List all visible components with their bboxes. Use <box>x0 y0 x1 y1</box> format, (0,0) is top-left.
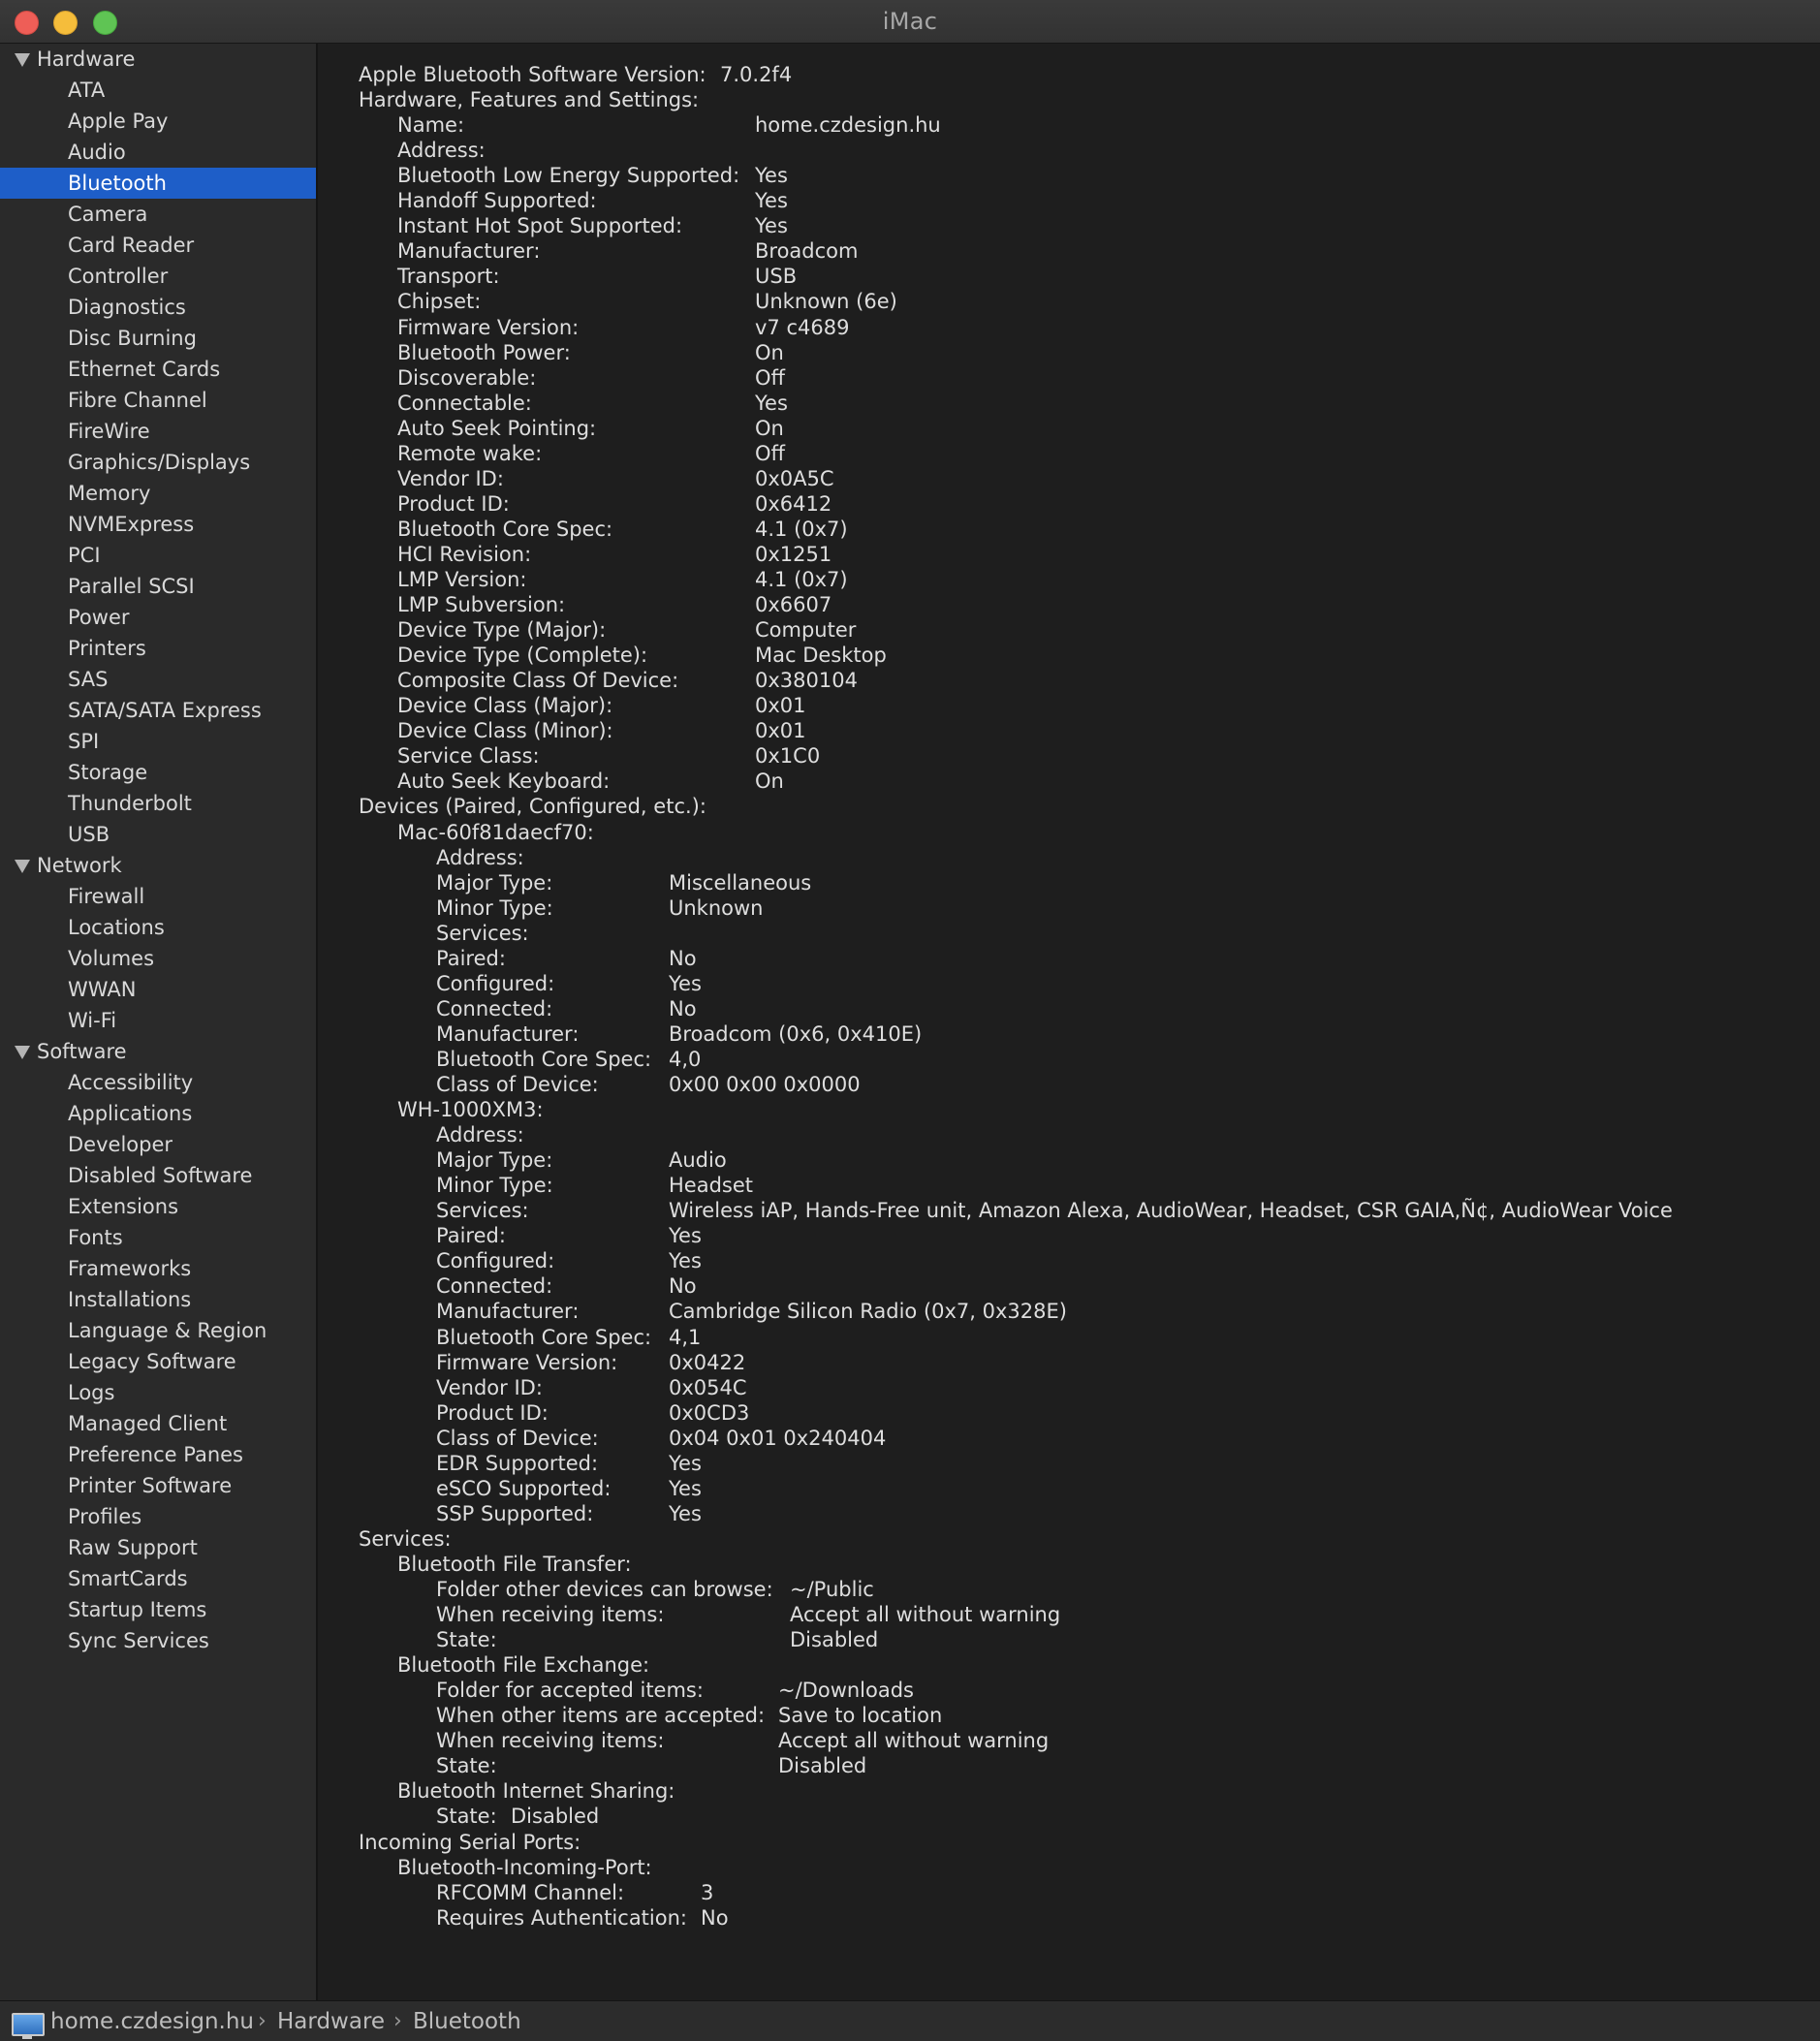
field-label: Instant Hot Spot Supported: <box>397 214 683 237</box>
field-value: Yes <box>669 972 702 995</box>
disclosure-triangle-icon[interactable] <box>15 860 30 873</box>
field-value: Off <box>755 442 785 465</box>
field-value: 0x1251 <box>755 543 832 566</box>
sidebar-item-frameworks[interactable]: Frameworks <box>68 1257 192 1280</box>
breadcrumb-hardware[interactable]: Hardware <box>277 2009 386 2034</box>
window-title: iMac <box>882 8 938 35</box>
field-label: LMP Subversion: <box>397 593 566 616</box>
sidebar-group-label: Network <box>37 854 122 877</box>
field-value: No <box>669 947 697 970</box>
field-value: v7 c4689 <box>755 316 850 339</box>
field-value: 0x04 0x01 0x240404 <box>669 1427 887 1450</box>
field-label: Devices (Paired, Configured, etc.): <box>359 795 706 818</box>
field-value: No <box>701 1906 729 1930</box>
field-label: Bluetooth Power: <box>397 341 571 364</box>
disclosure-triangle-icon[interactable] <box>15 1046 30 1059</box>
sidebar-item-nvmexpress[interactable]: NVMExpress <box>68 513 195 536</box>
field-label: Manufacturer: <box>436 1022 580 1046</box>
field-label: Auto Seek Keyboard: <box>397 769 611 793</box>
sidebar-item-volumes[interactable]: Volumes <box>68 947 155 970</box>
field-value: Headset <box>669 1174 754 1197</box>
sidebar-item-developer[interactable]: Developer <box>68 1133 173 1156</box>
sidebar-item-sata-sata-express[interactable]: SATA/SATA Express <box>68 699 262 722</box>
field-value: 3 <box>701 1881 714 1904</box>
field-label: Class of Device: <box>436 1427 599 1450</box>
field-value: 0x6607 <box>755 593 832 616</box>
sidebar-item-legacy-software[interactable]: Legacy Software <box>68 1350 236 1373</box>
field-label: Bluetooth-Incoming-Port: <box>397 1856 652 1879</box>
field-label: Apple Bluetooth Software Version: <box>359 63 706 86</box>
field-label: Address: <box>436 1123 524 1146</box>
sidebar-group-network[interactable] <box>0 850 316 881</box>
sidebar-item-preference-panes[interactable]: Preference Panes <box>68 1443 244 1466</box>
field-label: Mac-60f81daecf70: <box>397 821 594 844</box>
sidebar-item-storage[interactable]: Storage <box>68 761 148 784</box>
field-label: Device Class (Minor): <box>397 719 613 742</box>
field-value: Disabled <box>790 1628 879 1651</box>
field-value: 0x0A5C <box>755 467 834 490</box>
field-label: Paired: <box>436 947 506 970</box>
field-label: Composite Class Of Device: <box>397 669 679 692</box>
field-label: Handoff Supported: <box>397 189 597 212</box>
field-value: 0x1C0 <box>755 744 821 768</box>
field-value: 0x0CD3 <box>669 1401 750 1425</box>
field-value: Yes <box>669 1249 702 1272</box>
sidebar-item-power[interactable]: Power <box>68 606 130 629</box>
sidebar-item-managed-client[interactable]: Managed Client <box>68 1412 228 1435</box>
field-value: Disabled <box>511 1805 600 1828</box>
field-label: Connected: <box>436 1274 553 1298</box>
field-label: When other items are accepted: <box>436 1704 766 1727</box>
sidebar-group-hardware[interactable] <box>0 44 316 75</box>
field-label: Major Type: <box>436 1148 553 1172</box>
field-value: Broadcom <box>755 239 859 263</box>
field-label: Name: <box>397 113 465 137</box>
field-value: 0x0422 <box>669 1351 746 1374</box>
field-value: Miscellaneous <box>669 871 812 895</box>
field-label: Remote wake: <box>397 442 543 465</box>
field-label: Class of Device: <box>436 1073 599 1096</box>
sidebar-item-language-region[interactable]: Language & Region <box>68 1319 267 1342</box>
disclosure-triangle-icon[interactable] <box>15 53 30 67</box>
field-value: 0x054C <box>669 1376 747 1399</box>
sidebar-item-logs[interactable]: Logs <box>68 1381 115 1404</box>
sidebar-item-audio[interactable]: Audio <box>68 141 126 164</box>
sidebar-item-printers[interactable]: Printers <box>68 637 146 660</box>
field-value: 0x380104 <box>755 669 858 692</box>
field-label: Bluetooth Core Spec: <box>397 518 613 541</box>
field-value: Unknown <box>669 896 764 920</box>
field-label: Minor Type: <box>436 896 553 920</box>
field-value: Broadcom (0x6, 0x410E) <box>669 1022 923 1046</box>
field-value: Unknown (6e) <box>755 290 897 313</box>
sidebar[interactable] <box>0 44 318 2000</box>
sidebar-item-firewire[interactable]: FireWire <box>68 420 150 443</box>
field-label: Product ID: <box>397 492 510 516</box>
sidebar-item-raw-support[interactable]: Raw Support <box>68 1536 198 1559</box>
field-label: Hardware, Features and Settings: <box>359 88 700 111</box>
sidebar-item-spi[interactable]: SPI <box>68 730 100 753</box>
breadcrumb-bluetooth[interactable]: Bluetooth <box>413 2009 521 2034</box>
field-value: No <box>669 1274 697 1298</box>
sidebar-item-sync-services[interactable]: Sync Services <box>68 1629 209 1652</box>
sidebar-item-smartcards[interactable]: SmartCards <box>68 1567 188 1590</box>
field-label: Configured: <box>436 1249 555 1272</box>
field-value: Off <box>755 366 785 390</box>
field-label: Folder for accepted items: <box>436 1679 704 1702</box>
field-label: Device Class (Major): <box>397 694 613 717</box>
field-value: Yes <box>755 392 788 415</box>
field-label: Firmware Version: <box>397 316 580 339</box>
sidebar-item-bluetooth[interactable]: Bluetooth <box>0 168 316 199</box>
sidebar-item-disabled-software[interactable]: Disabled Software <box>68 1164 253 1187</box>
field-label: State: <box>436 1754 497 1777</box>
field-value: Wireless iAP, Hands-Free unit, Amazon Alexa, AudioWear, Headset, CSR GAIA,Ñ¢, AudioWear Voice <box>669 1199 1673 1222</box>
bluetooth-report <box>318 44 1820 2000</box>
field-label: Incoming Serial Ports: <box>359 1831 581 1854</box>
field-label: Product ID: <box>436 1401 549 1425</box>
sidebar-item-parallel-scsi[interactable]: Parallel SCSI <box>68 575 195 598</box>
field-value: Accept all without warning <box>790 1603 1061 1626</box>
field-label: Requires Authentication: <box>436 1906 687 1930</box>
imac-icon <box>12 2013 45 2036</box>
sidebar-item-wi-fi[interactable]: Wi-Fi <box>68 1009 117 1032</box>
sidebar-item-fibre-channel[interactable]: Fibre Channel <box>68 389 207 412</box>
field-label: Services: <box>436 1199 529 1222</box>
title-bar[interactable] <box>0 0 1820 44</box>
field-value: 0x6412 <box>755 492 832 516</box>
breadcrumb-separator: › <box>258 2009 267 2033</box>
field-value: ~/Downloads <box>778 1679 914 1702</box>
field-label: Configured: <box>436 972 555 995</box>
field-label: Device Type (Complete): <box>397 644 648 667</box>
breadcrumb-separator: › <box>393 2009 402 2033</box>
field-label: Auto Seek Pointing: <box>397 417 597 440</box>
field-value: On <box>755 417 784 440</box>
field-value: 7.0.2f4 <box>720 63 793 86</box>
field-value: Save to location <box>778 1704 943 1727</box>
field-label: State: <box>436 1628 497 1651</box>
field-value: 0x01 <box>755 694 806 717</box>
field-label: Bluetooth Internet Sharing: <box>397 1779 675 1803</box>
sidebar-item-extensions[interactable]: Extensions <box>68 1195 179 1218</box>
sidebar-item-sas[interactable]: SAS <box>68 668 109 691</box>
field-label: Transport: <box>397 265 500 288</box>
field-label: WH-1000XM3: <box>397 1098 544 1121</box>
sidebar-item-thunderbolt[interactable]: Thunderbolt <box>68 792 192 815</box>
field-label: Vendor ID: <box>397 467 504 490</box>
field-label: Vendor ID: <box>436 1376 543 1399</box>
sidebar-item-diagnostics[interactable]: Diagnostics <box>68 296 186 319</box>
field-value: Yes <box>755 189 788 212</box>
field-label: Services: <box>436 922 529 945</box>
sidebar-item-controller[interactable]: Controller <box>68 265 169 288</box>
sidebar-item-ata[interactable]: ATA <box>68 78 106 102</box>
sidebar-item-installations[interactable]: Installations <box>68 1288 192 1311</box>
field-value: 0x01 <box>755 719 806 742</box>
field-value: home.czdesign.hu <box>755 113 941 137</box>
field-label: Folder other devices can browse: <box>436 1578 773 1601</box>
field-label: Services: <box>359 1527 452 1551</box>
field-value: Yes <box>669 1502 702 1525</box>
field-value: On <box>755 341 784 364</box>
field-label: Connected: <box>436 997 553 1020</box>
field-label: Paired: <box>436 1224 506 1247</box>
sidebar-item-profiles[interactable]: Profiles <box>68 1505 142 1528</box>
field-label: When receiving items: <box>436 1603 665 1626</box>
sidebar-item-card-reader[interactable]: Card Reader <box>68 234 195 257</box>
sidebar-item-firewall[interactable]: Firewall <box>68 885 145 908</box>
sidebar-item-startup-items[interactable]: Startup Items <box>68 1598 207 1621</box>
field-label: Bluetooth File Exchange: <box>397 1653 650 1677</box>
field-label: Service Class: <box>397 744 540 768</box>
sidebar-item-ethernet-cards[interactable]: Ethernet Cards <box>68 358 221 381</box>
field-value: 0x00 0x00 0x0000 <box>669 1073 861 1096</box>
field-label: EDR Supported: <box>436 1452 599 1475</box>
field-label: Device Type (Major): <box>397 618 607 642</box>
sidebar-item-applications[interactable]: Applications <box>68 1102 193 1125</box>
field-label: State: <box>436 1805 497 1828</box>
field-label: Firmware Version: <box>436 1351 618 1374</box>
field-label: RFCOMM Channel: <box>436 1881 625 1904</box>
path-bar <box>0 2000 1820 2041</box>
field-value: ~/Public <box>790 1578 874 1601</box>
sidebar-item-pci[interactable]: PCI <box>68 544 101 567</box>
field-value: Computer <box>755 618 857 642</box>
field-value: 4,1 <box>669 1326 702 1349</box>
sidebar-item-locations[interactable]: Locations <box>68 916 165 939</box>
field-label: Discoverable: <box>397 366 537 390</box>
field-label: Address: <box>436 846 524 869</box>
field-label: HCI Revision: <box>397 543 532 566</box>
sidebar-item-wwan[interactable]: WWAN <box>68 978 137 1001</box>
field-value: USB <box>755 265 798 288</box>
field-label: Major Type: <box>436 871 553 895</box>
field-label: Bluetooth File Transfer: <box>397 1553 632 1576</box>
field-label: Bluetooth Low Energy Supported: <box>397 164 740 187</box>
field-label: When receiving items: <box>436 1729 665 1752</box>
sidebar-group-label: Software <box>37 1040 127 1063</box>
sidebar-item-apple-pay[interactable]: Apple Pay <box>68 110 169 133</box>
field-label: LMP Version: <box>397 568 527 591</box>
sidebar-item-disc-burning[interactable]: Disc Burning <box>68 327 197 350</box>
sidebar-item-fonts[interactable]: Fonts <box>68 1226 123 1249</box>
field-value: Mac Desktop <box>755 644 887 667</box>
field-label: Connectable: <box>397 392 532 415</box>
field-value: Yes <box>755 164 788 187</box>
field-value: No <box>669 997 697 1020</box>
field-label: eSCO Supported: <box>436 1477 612 1500</box>
field-label: Bluetooth Core Spec: <box>436 1326 652 1349</box>
field-value: Yes <box>669 1477 702 1500</box>
breadcrumb-computer[interactable]: home.czdesign.hu <box>50 2009 254 2034</box>
field-value: Yes <box>669 1452 702 1475</box>
field-label: SSP Supported: <box>436 1502 594 1525</box>
field-label: Manufacturer: <box>397 239 541 263</box>
field-value: On <box>755 769 784 793</box>
field-label: Minor Type: <box>436 1174 553 1197</box>
sidebar-item-graphics-displays[interactable]: Graphics/Displays <box>68 451 251 474</box>
sidebar-item-memory[interactable]: Memory <box>68 482 151 505</box>
field-label: Manufacturer: <box>436 1300 580 1323</box>
field-value: 4.1 (0x7) <box>755 568 848 591</box>
field-value: Yes <box>669 1224 702 1247</box>
sidebar-group-label: Hardware <box>37 47 136 71</box>
field-value: Audio <box>669 1148 727 1172</box>
field-value: Yes <box>755 214 788 237</box>
sidebar-group-software[interactable] <box>0 1036 316 1067</box>
sidebar-item-printer-software[interactable]: Printer Software <box>68 1474 233 1497</box>
field-value: Accept all without warning <box>778 1729 1050 1752</box>
sidebar-item-camera[interactable]: Camera <box>68 203 148 226</box>
field-label: Address: <box>397 139 486 162</box>
field-value: Cambridge Silicon Radio (0x7, 0x328E) <box>669 1300 1067 1323</box>
field-value: Disabled <box>778 1754 867 1777</box>
sidebar-item-usb[interactable]: USB <box>68 823 110 846</box>
field-label: Bluetooth Core Spec: <box>436 1048 652 1071</box>
sidebar-item-accessibility[interactable]: Accessibility <box>68 1071 194 1094</box>
field-value: 4,0 <box>669 1048 702 1071</box>
field-value: 4.1 (0x7) <box>755 518 848 541</box>
field-label: Chipset: <box>397 290 482 313</box>
